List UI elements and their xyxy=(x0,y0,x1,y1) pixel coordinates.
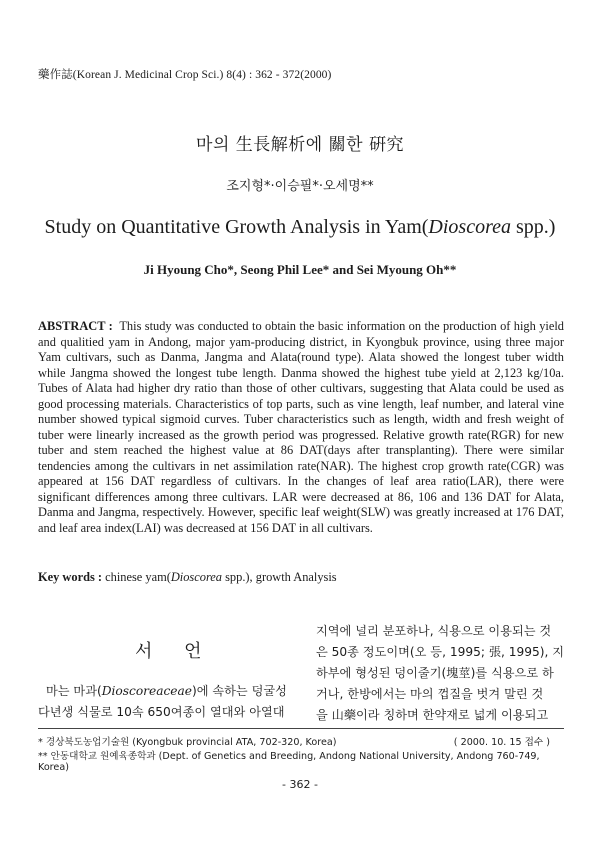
keywords-text-post: spp.), growth Analysis xyxy=(222,570,337,584)
intro-right-line: 하부에 형성된 덩이줄기(塊莖)를 식용으로 하 xyxy=(316,666,554,680)
introduction-right-column xyxy=(316,621,566,726)
english-title-genus: Dioscorea xyxy=(428,216,511,238)
footnote-2: ** 안동대학교 원예육종학과 (Dept. of Genetics and Breeding, Andong National University, Andong 760-749, Korea) xyxy=(38,751,540,773)
intro-left-line: 다년생 식물로 10속 650여종이 열대와 아열대 xyxy=(38,705,285,719)
english-authors: Ji Hyoung Cho*, Seong Phil Lee* and Sei Myoung Oh** xyxy=(143,262,457,277)
english-title xyxy=(0,216,600,239)
journal-citation: 藥作誌(Korean J. Medicinal Crop Sci.) 8(4) : 362 - 372(2000) xyxy=(38,69,332,81)
intro-left-line1-pre: 마는 마과( xyxy=(46,684,102,698)
introduction-left-column xyxy=(38,681,288,723)
abstract-label: ABSTRACT : xyxy=(38,319,113,333)
received-date: ( 2000. 10. 15 접수 ) xyxy=(453,737,550,748)
page-number: - 362 - xyxy=(282,778,318,791)
abstract xyxy=(38,319,564,536)
intro-left-line1-post: )에 속하는 덩굴성 xyxy=(191,684,287,698)
abstract-text: This study was conducted to obtain the basic information on the production of high yield and qualitied yam in Andong, major yam-producing district, in Kyongbuk province, using three major Yam cultivars, such as Danma, Jangma and Alata(round type). Alata showed the longest tuber width while Jangma showed the longest tube length. Danma showed the highest tube yield at 2,123 kg/10a. Tubes of Alata had higher dry ratio than those of other cultivars, suggesting that Alata could be used as good processing materials. Characteristics of top parts, such as vine length, leaf number, and lateral vine number showed typical sigmoid curves. Tuber characteristics such as length, width and fresh weight of tuber were linearly increased as the growth period was progressed. Relative growth rate(RGR) for new tuber and stem reached the highest value at 86 DAT(days after transplanting). There were similar tendencies among the cultivars in net assimilation rate(NAR). The highest crop growth rate(CGR) was appeared at 156 DAT regardless of cultivars. In the changes of leaf area ratio(LAR), there were significant differences among three cultivars. LAR were decreased at 86, 106 and 136 DAT for Alata, Danma and Jangma, respectively. However, specific leaf weight(SLW) was greatly increased at 176 DAT, and leaf area index(LAI) was decreased at 156 DAT in all cultivars. xyxy=(38,319,564,535)
intro-right-line: 거나, 한방에서는 마의 껍질을 벗겨 말린 것 xyxy=(316,687,544,701)
intro-left-line xyxy=(38,681,288,702)
footnote-1 xyxy=(38,734,564,748)
keywords-label: Key words : xyxy=(38,570,103,584)
intro-right-line: 지역에 널리 분포하나, 식용으로 이용되는 것 xyxy=(316,624,552,638)
intro-left-family: Dioscoreaceae xyxy=(101,684,192,698)
footnote-divider xyxy=(38,728,564,729)
intro-right-line: 은 50종 정도이며(오 등, 1995; 張, 1995), 지 xyxy=(316,645,565,659)
introduction-heading: 서 언 xyxy=(135,641,202,662)
english-title-end: spp.) xyxy=(511,216,556,238)
footnote-1-text: * 경상북도농업기술원 (Kyongbuk provincial ATA, 702-320, Korea) xyxy=(38,737,337,748)
english-title-main: Study on Quantitative Growth Analysis in Yam( xyxy=(44,216,429,238)
keywords-genus: Dioscorea xyxy=(170,570,223,584)
keywords-text-pre: chinese yam( xyxy=(105,570,171,584)
korean-authors: 조지형*·이승필*·오세명** xyxy=(226,179,374,194)
keywords xyxy=(38,570,337,585)
korean-title: 마의 生長解析에 關한 硏究 xyxy=(196,135,404,155)
intro-right-line: 을 山藥이라 칭하며 한약재로 넓게 이용되고 xyxy=(316,708,549,722)
